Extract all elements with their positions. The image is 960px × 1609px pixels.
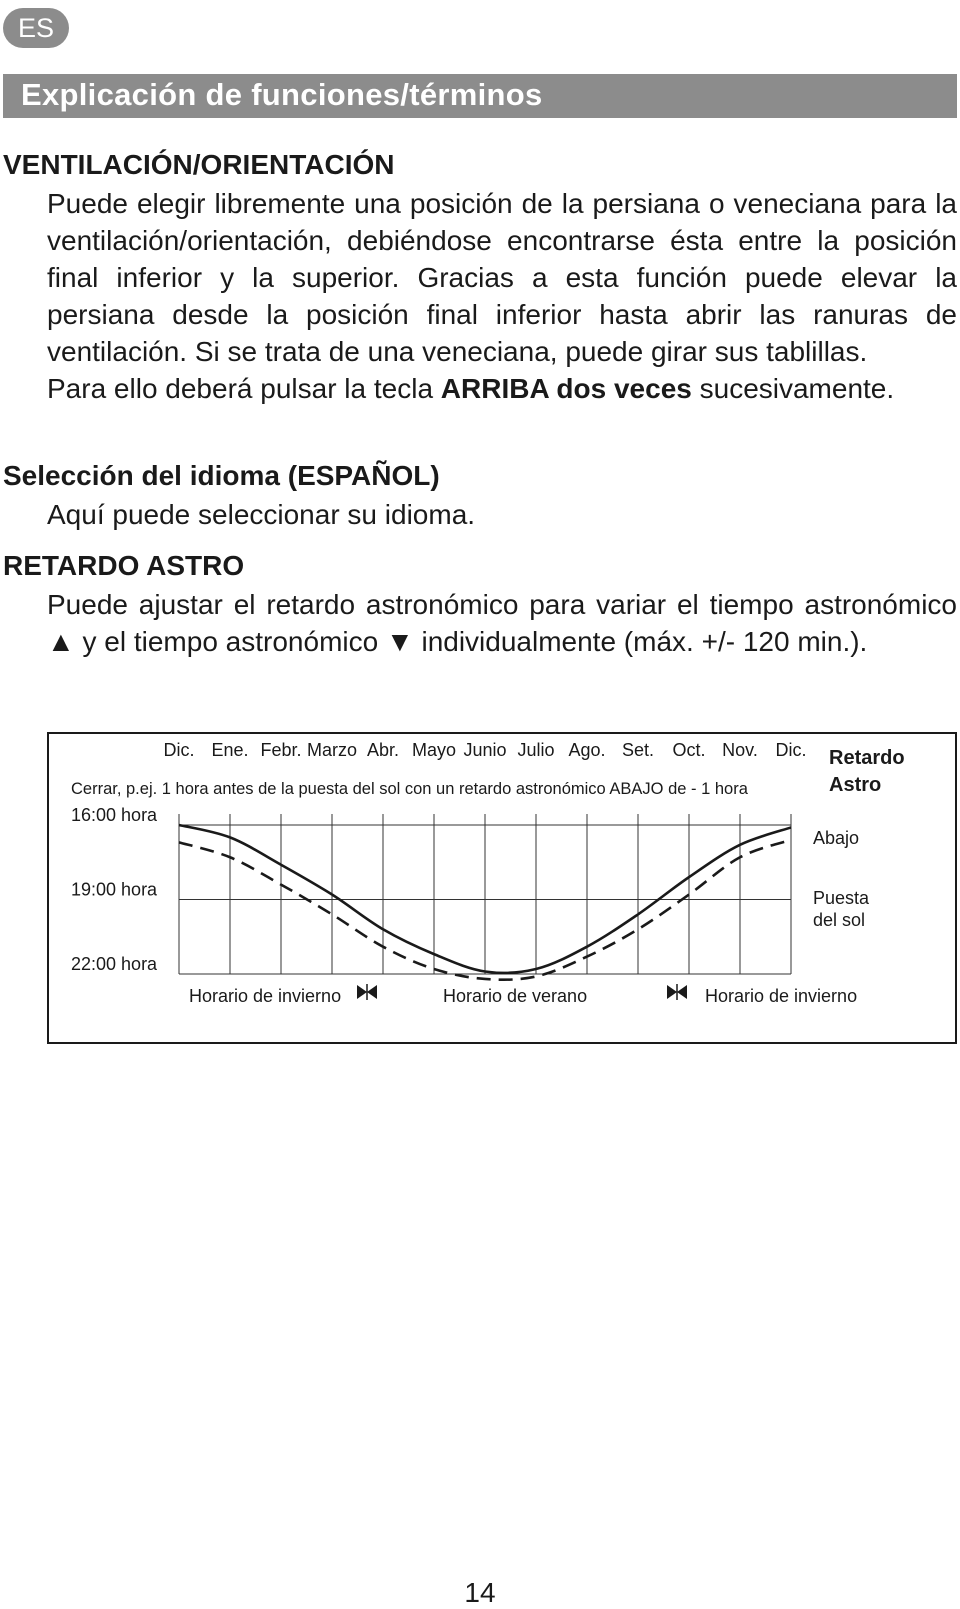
retardo-paragraph — [47, 586, 957, 660]
retardo-text-1: Puede ajustar el retardo astronómico para variar el tiempo astronómico — [47, 589, 957, 620]
month-label: Junio — [463, 740, 507, 760]
month-label: Abr. — [366, 740, 400, 760]
period-label: Horario de invierno — [189, 986, 342, 1006]
retardo-text-3: individualmente (máx. +/- 120 min.). — [413, 626, 868, 657]
triangle-up-icon: ▲ — [47, 626, 75, 657]
legend-label-abajo: Abajo — [813, 828, 860, 848]
month-label: Dic. — [163, 740, 195, 760]
page-number: 14 — [464, 1577, 496, 1608]
astro-delay-chart — [47, 732, 957, 1044]
legend-label-puesta-line2: del sol — [813, 910, 866, 930]
triangle-down-icon: ▼ — [385, 626, 414, 657]
month-label: Set. — [621, 740, 655, 760]
month-label: Oct. — [672, 740, 706, 760]
section-body-idioma — [47, 496, 957, 533]
section-title-idioma: Selección del idioma (ESPAÑOL) — [3, 460, 440, 491]
instruction-bold: ARRIBA dos veces — [440, 373, 692, 404]
period-label: Horario de invierno — [705, 986, 858, 1006]
section-body-ventilacion — [47, 185, 957, 407]
month-label: Dic. — [775, 740, 807, 760]
month-label: Ago. — [568, 740, 606, 760]
chart-canvas — [49, 734, 955, 1042]
month-label: Febr. — [260, 740, 302, 760]
month-label: Julio — [517, 740, 555, 760]
y-tick-label: 16:00 hora — [71, 804, 158, 825]
period-marker-left — [357, 985, 367, 999]
y-tick-label: 22:00 hora — [71, 954, 158, 974]
retardo-text-2: y el tiempo astronómico — [74, 626, 386, 657]
month-label: Nov. — [722, 740, 758, 760]
month-label: Mayo — [411, 740, 457, 760]
page-title: Explicación de funciones/términos — [21, 77, 543, 112]
language-badge: ES — [3, 8, 69, 48]
idioma-paragraph: Aquí puede seleccionar su idioma. — [47, 499, 476, 530]
period-marker-right — [367, 985, 377, 999]
ventilacion-paragraph: Puede elegir libremente una posición de la persiana o veneciana para la ventilación/orientación, debiéndose encontrarse ésta entre la posición final inferior y la superior. Gracias a esta función puede elevar la persiana desde la posición final inferior hasta abrir las ranuras de ventilación. Si se trata de una veneciana, puede girar sus tablillas. — [47, 188, 957, 367]
period-marker-left — [667, 985, 677, 999]
month-label: Marzo — [306, 740, 358, 760]
month-label: Ene. — [211, 740, 249, 760]
instruction-suffix: sucesivamente. — [691, 373, 895, 404]
section-title-ventilacion: VENTILACIÓN/ORIENTACIÓN — [3, 149, 395, 180]
section-title-retardo: RETARDO ASTRO — [3, 550, 245, 581]
instruction-prefix: Para ello deberá pulsar la tecla — [47, 373, 441, 404]
legend-title-line1: Retardo — [829, 747, 905, 769]
legend-label-puesta-line1: Puesta — [813, 888, 870, 908]
period-marker-right — [677, 985, 687, 999]
section-body-retardo — [47, 586, 957, 660]
section-header-bar — [3, 74, 957, 118]
period-label: Horario de verano — [443, 986, 588, 1006]
legend-title-line2: Astro — [829, 774, 882, 796]
chart-caption: Cerrar, p.ej. 1 hora antes de la puesta del sol con un retardo astronómico ABAJO de - 1 hora — [71, 780, 748, 798]
ventilacion-instruction — [47, 370, 957, 407]
y-tick-label: 19:00 hora — [71, 879, 158, 900]
